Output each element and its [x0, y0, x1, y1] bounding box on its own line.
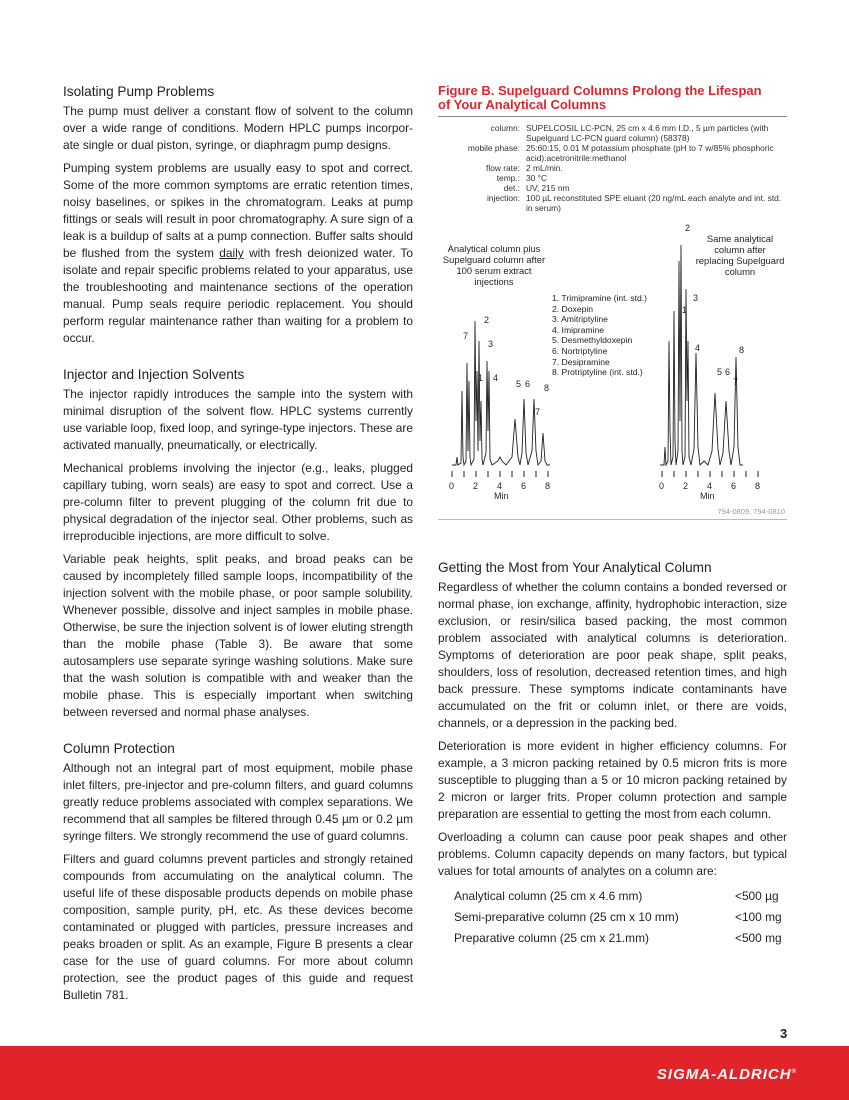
peak-label: 1	[478, 373, 484, 383]
paragraph: Mechanical problems involving the injector (e.g., leaks, plugged capillary tubing, worn seals) are easy to spot and correct. Use a pre-column filter to prevent plugging of the column frit due to physical degradation of the injector seal. Other problems, such as irreproducible injections, are more difficult to solve.	[63, 461, 413, 543]
peak-label: 2	[685, 223, 691, 233]
section-heading: Isolating Pump Problems	[63, 84, 215, 99]
paragraph: Although not an integral part of most equipment, mobile phase inlet filters, pre-injector and pre-column filters, and guard columns greatly reduce problems associated with complex separations. We recommend that all samples be filtered through 0.45 µm or 0.2 µm syringe filters. We strongly recommend the use of guard columns.	[63, 761, 413, 843]
peak-label: 6	[525, 379, 531, 389]
capacity-table	[438, 886, 787, 949]
chromatograms	[438, 221, 787, 521]
peak-label: 2	[484, 315, 490, 325]
axis-tick-label: 0	[659, 481, 665, 491]
legend-item: 2. Doxepin	[552, 303, 594, 314]
capacity-row: Analytical column (25 cm x 4.6 mm) <500 µg	[454, 889, 779, 903]
axis-tick-label: 4	[497, 481, 503, 491]
legend-item: 1. Trimipramine (int. std.)	[552, 293, 648, 303]
axis-tick-label: 8	[755, 481, 761, 491]
page-number: 3	[780, 1026, 788, 1041]
footer-bar	[0, 1046, 849, 1100]
legend-item: 8. Protriptyline (int. std.)	[552, 367, 643, 378]
peak-label: 5	[516, 379, 522, 389]
paragraph: Regardless of whether the column contains a bonded reversed or normal phase, ion exchange, affinity, hydrophobic interaction, size exclusion, or resin/silica based packing, the most common problem associated with analytical columns is deterioration. Symptoms of deterioration are poor peak shape, split peaks, shoulders, loss of resolution, decreased retention times, and high back pressure. These symptoms indicate contaminants have accumulated on the frit or column inlet, or there are voids, channels, or a depression in the packing bed.	[438, 580, 787, 730]
section-injector	[63, 367, 413, 721]
figure-title: Figure B. Supelguard Columns Prolong the Lifespan of Your Analytical Columns	[438, 83, 762, 112]
peak-label: 8	[739, 345, 745, 355]
right-axis	[662, 471, 758, 477]
right-trace	[660, 245, 743, 465]
axis-tick-label: 8	[545, 481, 551, 491]
paragraph: Variable peak heights, split peaks, and broad peaks can be caused by incompletely filled sample loops, incompatibility of the injection solvent with the mobile phase, or poor sample solubility. Whenever possible, dissolve and inject samples in mobile phase. Otherwise, be sure the injection solvent is of lower eluting strength than the mobile phase (Table 3). Be aware that some autosamplers use separate syringe washing solutions. Make sure that the wash solution is compatible with and weaker than the mobile phase. This is especially important when switching between reversed and normal phase analyses.	[63, 552, 413, 719]
section-heading: Getting the Most from Your Analytical Column	[438, 560, 712, 575]
sigma-aldrich-logo: SIGMA-ALDRICH®	[656, 1066, 797, 1083]
peak-label: 3	[488, 339, 494, 349]
peak-label: 7	[535, 407, 541, 417]
axis-tick-label: 2	[683, 481, 689, 491]
legend-item: 6. Nortriptyline	[552, 345, 608, 356]
paragraph: Overloading a column can cause poor peak shapes and other problems. Column capacity depends on many factors, but typical values for total amounts of analytes on a column are:	[438, 830, 787, 878]
left-chromatogram-label: Analytical column plus Supelguard column after 100 serum extract injections	[442, 243, 546, 287]
paragraph: Filters and guard columns prevent particles and strongly retained compounds from accumulating on the analytical column. The useful life of these disposable products depends on mobile phase composition, sample purity, pH, etc. As these devices become contaminated or plugged with particles, pressure increases and peaks broaden or split. As an example, Figure B presents a clear case for the use of guard columns. For more about column protection, see the product pages of this guide and request Bulletin 781.	[63, 852, 413, 1002]
figure-b	[438, 84, 787, 560]
paragraph: The injector rapidly introduces the sample into the system with minimal disruption of the solvent flow. HPLC systems currently use variable loop, fixed loop, and syringe-type injectors. These are activated manually, pneumatically, or electrically.	[63, 387, 413, 452]
axis-tick-label: 0	[449, 481, 455, 491]
left-trace	[452, 321, 550, 465]
capacity-row: Preparative column (25 cm x 21.mm) <500 mg	[454, 931, 782, 945]
capacity-row: Semi-preparative column (25 cm x 10 mm) <100 mg	[454, 910, 782, 924]
peak-label: 3	[693, 293, 699, 303]
section-heading: Column Protection	[63, 741, 175, 756]
axis-tick-label: 2	[473, 481, 479, 491]
paragraph: Pumping system problems are usually easy to spot and correct. Some of the more common symptoms are erratic retention times, noisy baselines, or spikes in the chromatogram. Leaks at pump fittings or seals will result in poor chromatography. A sure sign of a leak is a buildup of salts at a pump connection. Buffer salts should be flushed from the system daily with fresh deionized water. To isolate and repair specific problems related to your apparatus, use the troubleshooting and maintenance sections of the operation manual. Pump seals require periodic replacement. You should perform regular maintenance rather than waiting for a problem to occur.	[63, 161, 413, 345]
divider	[438, 116, 787, 117]
peak-label: 7	[733, 377, 739, 387]
right-chromatogram-label: Same analytical column after replacing Supelguard column	[695, 233, 785, 277]
section-analytical-column	[438, 560, 787, 949]
axis-label: Min	[494, 491, 509, 501]
paragraph: Deterioration is more evident in higher efficiency columns. For example, a 3 micron packing retained by 0.5 micron frits is more susceptible to plugging than a 5 or 10 micron packing retained by 2 micron or larger frits. Proper column protection and sample preparation are essential to getting the most from each column.	[438, 739, 787, 821]
figure-bottom-rule	[438, 519, 787, 520]
conditions-table: column: SUPELCOSIL LC-PCN, 25 cm x 4.6 mm I.D., 5 µm particles (with Supelguard LC-PCN guard column) (58378) mobile phase: 25:60:15, 0.01 M potassium phosphate (pH to 7 w/85% phosphoric acid):acetronitrile:methanol flow rate: 2 mL/min. temp.: 30 °C det.: UV, 215 nm injection: 100 µL reconstituted SPE eluant (20 ng/mL each analyte and int. std. in serum)	[467, 123, 782, 213]
figure-codes: 794-0809, 794-0810	[717, 507, 785, 516]
axis-tick-label: 6	[521, 481, 527, 491]
peak-label: 8	[544, 383, 550, 393]
section-column-protection	[63, 741, 413, 1004]
axis-tick-label: 4	[707, 481, 713, 491]
peak-label: 6	[725, 367, 731, 377]
peak-label: 4	[695, 343, 701, 353]
legend-item: 7. Desipramine	[552, 356, 610, 367]
axis-tick-label: 6	[731, 481, 737, 491]
peak-label: 7	[463, 331, 469, 341]
legend-item: 3. Amitriptyline	[552, 314, 608, 325]
peak-legend	[552, 293, 647, 378]
peak-label: 4	[493, 373, 499, 383]
right-column	[438, 84, 787, 949]
left-column	[63, 84, 413, 1024]
legend-item: 5. Desmethyldoxepin	[552, 335, 633, 346]
paragraph: The pump must deliver a constant flow of solvent to the column over a wide range of conditions. Modern HPLC pumps incorpor-ate single or dual piston, syringe, or diaphragm pump designs.	[63, 104, 413, 152]
section-heading: Injector and Injection Solvents	[63, 367, 245, 382]
peak-label: 5	[717, 367, 723, 377]
section-pump	[63, 84, 413, 347]
peak-label: 1	[682, 305, 688, 315]
underlined-word: daily	[219, 246, 244, 260]
left-axis	[452, 471, 548, 477]
legend-item: 4. Imipramine	[552, 324, 605, 335]
axis-label: Min	[700, 491, 715, 501]
